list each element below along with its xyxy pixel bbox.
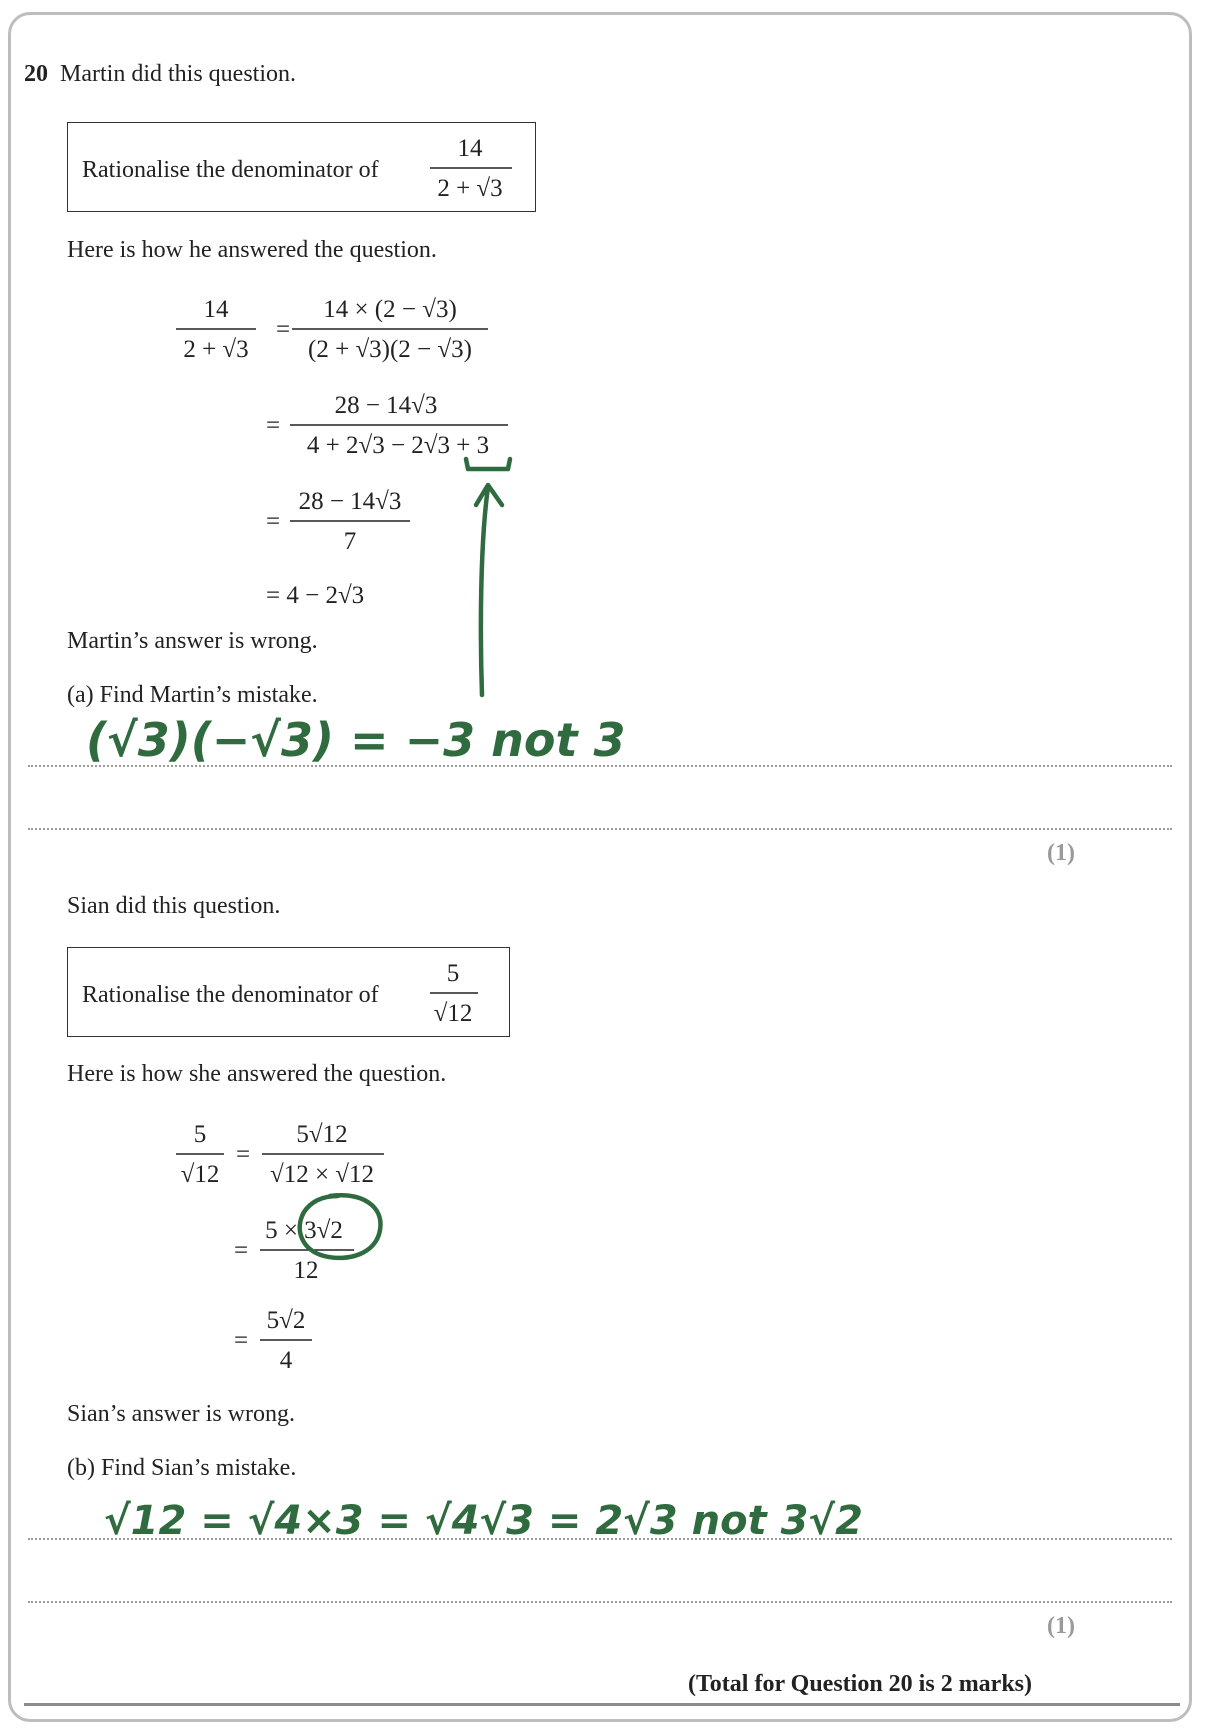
box-sian-denominator: √12 bbox=[433, 1000, 473, 1027]
work-b-l3-den: 4 bbox=[279, 1347, 293, 1374]
box-sian-numerator: 5 bbox=[446, 960, 460, 987]
work-a-l2-den: 4 + 2√3 − 2√3 + 3 bbox=[306, 432, 490, 459]
answer-line bbox=[28, 828, 1172, 830]
intro-martin: Martin did this question. bbox=[60, 61, 296, 87]
handwritten-arrow bbox=[460, 455, 520, 705]
total-marks: (Total for Question 20 is 2 marks) bbox=[688, 1671, 1033, 1697]
arrow-shaft bbox=[481, 487, 488, 695]
handwriting-b-text: √12 = √4×3 = √4√3 = 2√3 not 3√2 bbox=[104, 1498, 863, 1544]
marks-a: (1) bbox=[1047, 840, 1075, 866]
bracket-mark bbox=[466, 459, 510, 469]
work-a-l1-rhs-num: 14 × (2 − √3) bbox=[323, 296, 457, 323]
how-martin: Here is how he answered the question. bbox=[67, 237, 437, 263]
work-b-l2-num: 5 × 3√2 bbox=[265, 1217, 343, 1244]
intro-sian: Sian did this question. bbox=[67, 893, 281, 919]
box-martin-denominator: 2 + √3 bbox=[437, 175, 503, 202]
handwriting-answer-a bbox=[80, 700, 640, 780]
handwriting-a-text: (√3)(−√3) = −3 not 3 bbox=[86, 713, 626, 767]
equals-sign: = bbox=[234, 1237, 249, 1264]
answer-line bbox=[28, 1538, 1172, 1540]
equals-sign: = bbox=[266, 412, 281, 439]
equals-sign: = bbox=[234, 1327, 249, 1354]
work-a-l2-num: 28 − 14√3 bbox=[334, 392, 438, 419]
box-martin-fraction bbox=[420, 128, 530, 208]
wrong-sian: Sian’s answer is wrong. bbox=[67, 1401, 295, 1427]
work-b-l1-den: √12 bbox=[180, 1161, 220, 1188]
work-a-l1-rhs-den: (2 + √3)(2 − √3) bbox=[308, 336, 472, 363]
work-a-l4: = 4 − 2√3 bbox=[266, 582, 365, 609]
part-a-question: (a) Find Martin’s mistake. bbox=[67, 682, 318, 708]
handwritten-circle bbox=[290, 1190, 390, 1266]
work-a-l3-num: 28 − 14√3 bbox=[298, 488, 402, 515]
marks-b: (1) bbox=[1047, 1613, 1075, 1639]
box-sian-prompt: Rationalise the denominator of bbox=[82, 982, 379, 1008]
work-a-l1-num: 14 bbox=[203, 296, 229, 323]
question-number: 20 bbox=[24, 61, 48, 87]
equals-sign: = bbox=[236, 1141, 251, 1168]
answer-line bbox=[28, 1601, 1172, 1603]
part-b-question: (b) Find Sian’s mistake. bbox=[67, 1455, 297, 1481]
work-b-l1-rhs-num: 5√12 bbox=[296, 1121, 348, 1148]
wrong-martin: Martin’s answer is wrong. bbox=[67, 628, 318, 654]
box-sian-fraction bbox=[420, 953, 500, 1033]
box-martin-numerator: 14 bbox=[457, 135, 483, 162]
work-b-l3-num: 5√2 bbox=[266, 1307, 306, 1334]
question-header bbox=[24, 60, 296, 88]
handwriting-answer-b bbox=[100, 1478, 980, 1558]
work-a-l3-den: 7 bbox=[343, 528, 357, 555]
box-martin-prompt: Rationalise the denominator of bbox=[82, 157, 379, 183]
work-b-l1-rhs-den: √12 × √12 bbox=[269, 1161, 375, 1188]
equals-sign: = bbox=[266, 508, 281, 535]
circle-mark bbox=[300, 1195, 381, 1258]
bottom-rule bbox=[24, 1703, 1180, 1706]
equals-sign: = bbox=[276, 316, 291, 343]
work-a-l1-den: 2 + √3 bbox=[183, 336, 249, 363]
work-b-l2-den: 12 bbox=[293, 1257, 319, 1284]
how-sian: Here is how she answered the question. bbox=[67, 1061, 447, 1087]
answer-line bbox=[28, 765, 1172, 767]
work-b-l1-num: 5 bbox=[193, 1121, 207, 1148]
